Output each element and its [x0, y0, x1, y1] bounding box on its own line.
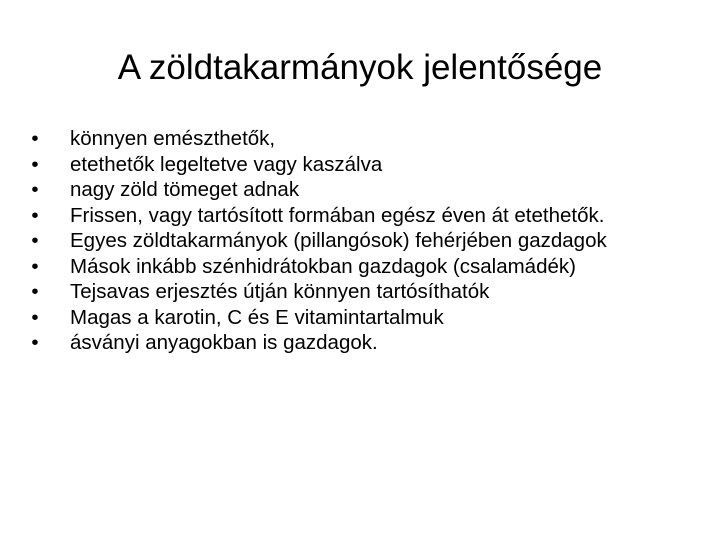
bullet-text: ásványi anyagokban is gazdagok.: [70, 331, 378, 354]
bullet-icon: •: [31, 152, 39, 176]
bullet-icon: •: [31, 127, 39, 150]
bullet-text: Mások inkább szénhidrátokban gazdagok (csalamádék): [70, 254, 576, 278]
bullet-item: [0, 154, 720, 177]
bullet-icon: •: [31, 305, 39, 329]
bullet-icon: •: [31, 280, 39, 303]
bullet-icon: •: [31, 254, 39, 278]
bullet-item: [0, 307, 720, 330]
bullet-icon: •: [31, 229, 39, 252]
bullet-list: [0, 128, 720, 358]
bullet-icon: •: [31, 331, 39, 354]
bullet-text: Tejsavas erjesztés útján könnyen tartósíthatók: [70, 280, 490, 303]
bullet-item: [0, 230, 720, 253]
bullet-icon: •: [31, 178, 39, 201]
bullet-text: Magas a karotin, C és E vitamintartalmuk: [70, 305, 444, 329]
bullet-item: [0, 281, 720, 304]
bullet-item: [0, 332, 720, 355]
bullet-text: etethetők legeltetve vagy kaszálva: [70, 152, 383, 176]
bullet-icon: •: [31, 203, 39, 227]
bullet-text: nagy zöld tömeget adnak: [70, 178, 300, 201]
bullet-item: [0, 256, 720, 279]
bullet-text: Frissen, vagy tartósított formában egész éven át etethetők.: [70, 203, 605, 227]
bullet-item: [0, 128, 720, 151]
bullet-item: [0, 179, 720, 202]
bullet-text: könnyen emészthetők,: [70, 127, 276, 150]
bullet-item: [0, 205, 720, 228]
bullet-text: Egyes zöldtakarmányok (pillangósok) fehérjében gazdagok: [70, 229, 607, 252]
slide-title: A zöldtakarmányok jelentősége: [117, 48, 603, 87]
